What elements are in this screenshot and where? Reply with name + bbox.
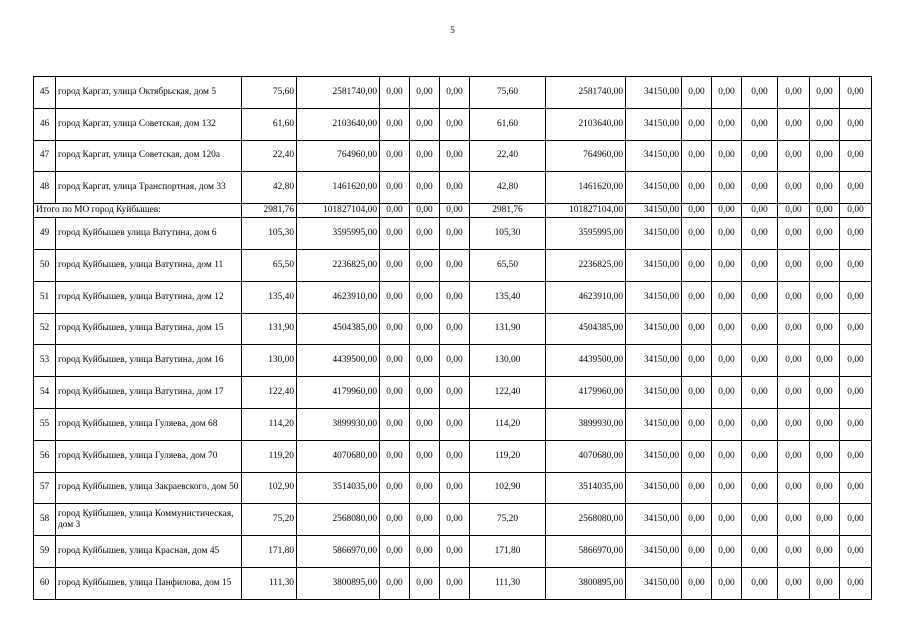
value-cell: 0,00 xyxy=(712,567,742,599)
value-cell: 0,00 xyxy=(810,567,840,599)
area-cell: 75,20 xyxy=(470,504,546,536)
area-cell: 102,90 xyxy=(242,472,297,504)
value-cell: 0,00 xyxy=(810,77,840,109)
area-cell: 75,60 xyxy=(470,77,546,109)
value-cell: 0,00 xyxy=(682,504,712,536)
value-cell: 0,00 xyxy=(682,77,712,109)
table-row xyxy=(34,249,872,281)
value-cell: 0,00 xyxy=(682,345,712,377)
value-cell: 0,00 xyxy=(810,249,840,281)
sum-cell: 4439500,00 xyxy=(297,345,380,377)
row-number: 45 xyxy=(34,77,56,109)
sum-cell: 3514035,00 xyxy=(297,472,380,504)
table-row xyxy=(34,504,872,536)
value-cell: 0,00 xyxy=(682,536,712,568)
sum-cell: 1461620,00 xyxy=(297,172,380,204)
table-row xyxy=(34,281,872,313)
value-cell: 0,00 xyxy=(712,345,742,377)
value-cell: 0,00 xyxy=(742,472,778,504)
rate-cell: 34150,00 xyxy=(626,172,682,204)
value-cell: 0,00 xyxy=(810,313,840,345)
value-cell: 0,00 xyxy=(742,377,778,409)
value-cell: 0,00 xyxy=(410,408,440,440)
value-cell: 0,00 xyxy=(742,567,778,599)
area-cell: 114,20 xyxy=(470,408,546,440)
sum-cell: 3800895,00 xyxy=(297,567,380,599)
total-value-cell: 0,00 xyxy=(380,204,410,218)
row-number: 46 xyxy=(34,108,56,140)
value-cell: 0,00 xyxy=(810,218,840,250)
value-cell: 0,00 xyxy=(840,140,872,172)
rate-cell: 34150,00 xyxy=(626,567,682,599)
area-cell: 119,20 xyxy=(242,440,297,472)
address-cell: город Куйбышев, улица Ватутина, дом 17 xyxy=(56,377,242,409)
table-row xyxy=(34,313,872,345)
row-number: 57 xyxy=(34,472,56,504)
rate-cell: 34150,00 xyxy=(626,472,682,504)
sum-cell: 4179960,00 xyxy=(546,377,626,409)
value-cell: 0,00 xyxy=(742,536,778,568)
sum-cell: 764960,00 xyxy=(546,140,626,172)
value-cell: 0,00 xyxy=(742,408,778,440)
value-cell: 0,00 xyxy=(682,108,712,140)
area-cell: 130,00 xyxy=(470,345,546,377)
sum-cell: 2236825,00 xyxy=(297,249,380,281)
value-cell: 0,00 xyxy=(778,281,810,313)
total-value-cell: 0,00 xyxy=(440,204,470,218)
address-cell: город Куйбышев, улица Закраевского, дом 50 xyxy=(56,472,242,504)
value-cell: 0,00 xyxy=(810,377,840,409)
value-cell: 0,00 xyxy=(682,377,712,409)
area-cell: 135,40 xyxy=(470,281,546,313)
value-cell: 0,00 xyxy=(440,313,470,345)
value-cell: 0,00 xyxy=(440,345,470,377)
area-cell: 42,80 xyxy=(242,172,297,204)
area-cell: 122,40 xyxy=(242,377,297,409)
table-row xyxy=(34,440,872,472)
value-cell: 0,00 xyxy=(712,408,742,440)
value-cell: 0,00 xyxy=(810,172,840,204)
rate-cell: 34150,00 xyxy=(626,440,682,472)
rate-cell: 34150,00 xyxy=(626,408,682,440)
value-cell: 0,00 xyxy=(380,567,410,599)
value-cell: 0,00 xyxy=(410,440,440,472)
total-sum-cell: 101827104,00 xyxy=(297,204,380,218)
value-cell: 0,00 xyxy=(682,281,712,313)
total-rate-cell: 34150,00 xyxy=(626,204,682,218)
value-cell: 0,00 xyxy=(410,140,440,172)
value-cell: 0,00 xyxy=(778,313,810,345)
value-cell: 0,00 xyxy=(440,472,470,504)
row-number: 60 xyxy=(34,567,56,599)
sum-cell: 3595995,00 xyxy=(297,218,380,250)
table-row xyxy=(34,377,872,409)
value-cell: 0,00 xyxy=(810,504,840,536)
address-cell: город Каргат, улица Октябрьская, дом 5 xyxy=(56,77,242,109)
value-cell: 0,00 xyxy=(380,172,410,204)
address-cell: город Куйбышев, улица Коммунистическая, дом 3 xyxy=(56,504,242,536)
address-cell: город Куйбышев, улица Гуляева, дом 70 xyxy=(56,440,242,472)
row-number: 51 xyxy=(34,281,56,313)
value-cell: 0,00 xyxy=(778,345,810,377)
area-cell: 75,60 xyxy=(242,77,297,109)
value-cell: 0,00 xyxy=(810,536,840,568)
value-cell: 0,00 xyxy=(380,345,410,377)
area-cell: 65,50 xyxy=(242,249,297,281)
sum-cell: 4623910,00 xyxy=(546,281,626,313)
value-cell: 0,00 xyxy=(410,567,440,599)
value-cell: 0,00 xyxy=(810,345,840,377)
address-cell: город Куйбышев, улица Ватутина, дом 16 xyxy=(56,345,242,377)
value-cell: 0,00 xyxy=(712,472,742,504)
area-cell: 135,40 xyxy=(242,281,297,313)
rate-cell: 34150,00 xyxy=(626,249,682,281)
sum-cell: 2103640,00 xyxy=(297,108,380,140)
sum-cell: 4504385,00 xyxy=(546,313,626,345)
row-number: 56 xyxy=(34,440,56,472)
sum-cell: 3514035,00 xyxy=(546,472,626,504)
row-number: 54 xyxy=(34,377,56,409)
value-cell: 0,00 xyxy=(840,172,872,204)
value-cell: 0,00 xyxy=(380,249,410,281)
rate-cell: 34150,00 xyxy=(626,218,682,250)
table-row xyxy=(34,536,872,568)
data-table xyxy=(33,76,872,600)
sum-cell: 2568080,00 xyxy=(297,504,380,536)
sum-cell: 2236825,00 xyxy=(546,249,626,281)
value-cell: 0,00 xyxy=(440,77,470,109)
table-row xyxy=(34,567,872,599)
value-cell: 0,00 xyxy=(682,313,712,345)
value-cell: 0,00 xyxy=(840,345,872,377)
value-cell: 0,00 xyxy=(380,377,410,409)
sum-cell: 4623910,00 xyxy=(297,281,380,313)
sum-cell: 764960,00 xyxy=(297,140,380,172)
value-cell: 0,00 xyxy=(840,408,872,440)
total-value-cell: 0,00 xyxy=(410,204,440,218)
rate-cell: 34150,00 xyxy=(626,377,682,409)
value-cell: 0,00 xyxy=(682,567,712,599)
value-cell: 0,00 xyxy=(682,172,712,204)
rate-cell: 34150,00 xyxy=(626,140,682,172)
value-cell: 0,00 xyxy=(380,408,410,440)
sum-cell: 4179960,00 xyxy=(297,377,380,409)
row-number: 59 xyxy=(34,536,56,568)
area-cell: 105,30 xyxy=(242,218,297,250)
value-cell: 0,00 xyxy=(712,440,742,472)
address-cell: город Каргат, улица Транспортная, дом 33 xyxy=(56,172,242,204)
rate-cell: 34150,00 xyxy=(626,108,682,140)
value-cell: 0,00 xyxy=(380,108,410,140)
value-cell: 0,00 xyxy=(410,377,440,409)
value-cell: 0,00 xyxy=(742,249,778,281)
value-cell: 0,00 xyxy=(410,172,440,204)
value-cell: 0,00 xyxy=(840,108,872,140)
value-cell: 0,00 xyxy=(440,408,470,440)
sum-cell: 4070680,00 xyxy=(546,440,626,472)
value-cell: 0,00 xyxy=(410,313,440,345)
area-cell: 42,80 xyxy=(470,172,546,204)
value-cell: 0,00 xyxy=(840,440,872,472)
value-cell: 0,00 xyxy=(712,504,742,536)
sum-cell: 3595995,00 xyxy=(546,218,626,250)
value-cell: 0,00 xyxy=(380,140,410,172)
address-cell: город Куйбышев, улица Ватутина, дом 12 xyxy=(56,281,242,313)
value-cell: 0,00 xyxy=(682,408,712,440)
area-cell: 114,20 xyxy=(242,408,297,440)
value-cell: 0,00 xyxy=(712,77,742,109)
value-cell: 0,00 xyxy=(742,345,778,377)
value-cell: 0,00 xyxy=(410,249,440,281)
value-cell: 0,00 xyxy=(410,77,440,109)
rate-cell: 34150,00 xyxy=(626,536,682,568)
rate-cell: 34150,00 xyxy=(626,77,682,109)
value-cell: 0,00 xyxy=(778,536,810,568)
value-cell: 0,00 xyxy=(742,218,778,250)
area-cell: 65,50 xyxy=(470,249,546,281)
area-cell: 130,00 xyxy=(242,345,297,377)
area-cell: 22,40 xyxy=(470,140,546,172)
value-cell: 0,00 xyxy=(840,504,872,536)
value-cell: 0,00 xyxy=(778,377,810,409)
value-cell: 0,00 xyxy=(440,377,470,409)
value-cell: 0,00 xyxy=(840,218,872,250)
value-cell: 0,00 xyxy=(440,281,470,313)
value-cell: 0,00 xyxy=(440,218,470,250)
value-cell: 0,00 xyxy=(810,140,840,172)
sum-cell: 4439500,00 xyxy=(546,345,626,377)
table-row xyxy=(34,218,872,250)
sum-cell: 2581740,00 xyxy=(297,77,380,109)
total-label: Итого по МО город Куйбышев: xyxy=(34,204,242,218)
value-cell: 0,00 xyxy=(742,440,778,472)
row-number: 58 xyxy=(34,504,56,536)
value-cell: 0,00 xyxy=(410,504,440,536)
value-cell: 0,00 xyxy=(742,77,778,109)
total-value-cell: 0,00 xyxy=(742,204,778,218)
area-cell: 61,60 xyxy=(242,108,297,140)
value-cell: 0,00 xyxy=(778,218,810,250)
sum-cell: 5866970,00 xyxy=(297,536,380,568)
value-cell: 0,00 xyxy=(682,249,712,281)
area-cell: 105,30 xyxy=(470,218,546,250)
value-cell: 0,00 xyxy=(682,218,712,250)
value-cell: 0,00 xyxy=(410,108,440,140)
address-cell: город Куйбышев, улица Красная, дом 45 xyxy=(56,536,242,568)
value-cell: 0,00 xyxy=(778,172,810,204)
value-cell: 0,00 xyxy=(682,140,712,172)
row-number: 52 xyxy=(34,313,56,345)
area-cell: 171,80 xyxy=(470,536,546,568)
area-cell: 131,90 xyxy=(470,313,546,345)
value-cell: 0,00 xyxy=(840,472,872,504)
address-cell: город Каргат, улица Советская, дом 132 xyxy=(56,108,242,140)
total-value-cell: 0,00 xyxy=(712,204,742,218)
value-cell: 0,00 xyxy=(682,440,712,472)
total-value-cell: 0,00 xyxy=(840,204,872,218)
area-cell: 111,30 xyxy=(470,567,546,599)
value-cell: 0,00 xyxy=(712,172,742,204)
total-area-cell: 2981,76 xyxy=(470,204,546,218)
value-cell: 0,00 xyxy=(440,504,470,536)
table-row xyxy=(34,472,872,504)
value-cell: 0,00 xyxy=(410,345,440,377)
sum-cell: 4504385,00 xyxy=(297,313,380,345)
value-cell: 0,00 xyxy=(840,77,872,109)
value-cell: 0,00 xyxy=(380,472,410,504)
rate-cell: 34150,00 xyxy=(626,345,682,377)
rate-cell: 34150,00 xyxy=(626,504,682,536)
total-area-cell: 2981,76 xyxy=(242,204,297,218)
row-number: 49 xyxy=(34,218,56,250)
value-cell: 0,00 xyxy=(742,281,778,313)
area-cell: 102,90 xyxy=(470,472,546,504)
sum-cell: 2581740,00 xyxy=(546,77,626,109)
value-cell: 0,00 xyxy=(810,108,840,140)
address-cell: город Куйбышев, улица Ватутина, дом 11 xyxy=(56,249,242,281)
sum-cell: 4070680,00 xyxy=(297,440,380,472)
value-cell: 0,00 xyxy=(380,440,410,472)
value-cell: 0,00 xyxy=(742,172,778,204)
value-cell: 0,00 xyxy=(712,140,742,172)
value-cell: 0,00 xyxy=(410,472,440,504)
rate-cell: 34150,00 xyxy=(626,313,682,345)
area-cell: 171,80 xyxy=(242,536,297,568)
value-cell: 0,00 xyxy=(410,281,440,313)
area-cell: 119,20 xyxy=(470,440,546,472)
address-cell: город Куйбышев улица Ватутина, дом 6 xyxy=(56,218,242,250)
table-row xyxy=(34,77,872,109)
value-cell: 0,00 xyxy=(778,472,810,504)
value-cell: 0,00 xyxy=(810,281,840,313)
row-number: 47 xyxy=(34,140,56,172)
sum-cell: 3899930,00 xyxy=(546,408,626,440)
value-cell: 0,00 xyxy=(840,377,872,409)
area-cell: 75,20 xyxy=(242,504,297,536)
value-cell: 0,00 xyxy=(840,536,872,568)
value-cell: 0,00 xyxy=(380,536,410,568)
value-cell: 0,00 xyxy=(742,313,778,345)
value-cell: 0,00 xyxy=(712,313,742,345)
value-cell: 0,00 xyxy=(742,140,778,172)
value-cell: 0,00 xyxy=(440,567,470,599)
value-cell: 0,00 xyxy=(742,504,778,536)
value-cell: 0,00 xyxy=(410,218,440,250)
page-number: 5 xyxy=(450,25,455,35)
address-cell: город Куйбышев, улица Ватутина, дом 15 xyxy=(56,313,242,345)
value-cell: 0,00 xyxy=(440,440,470,472)
value-cell: 0,00 xyxy=(840,313,872,345)
row-number: 55 xyxy=(34,408,56,440)
area-cell: 22,40 xyxy=(242,140,297,172)
total-value-cell: 0,00 xyxy=(778,204,810,218)
area-cell: 122,40 xyxy=(470,377,546,409)
value-cell: 0,00 xyxy=(778,108,810,140)
row-number: 53 xyxy=(34,345,56,377)
row-number: 50 xyxy=(34,249,56,281)
value-cell: 0,00 xyxy=(440,172,470,204)
value-cell: 0,00 xyxy=(840,249,872,281)
sum-cell: 5866970,00 xyxy=(546,536,626,568)
total-value-cell: 0,00 xyxy=(810,204,840,218)
value-cell: 0,00 xyxy=(712,536,742,568)
value-cell: 0,00 xyxy=(380,504,410,536)
address-cell: город Куйбышев, улица Панфилова, дом 15 xyxy=(56,567,242,599)
value-cell: 0,00 xyxy=(380,218,410,250)
address-cell: город Каргат, улица Советская, дом 120а xyxy=(56,140,242,172)
value-cell: 0,00 xyxy=(778,140,810,172)
area-cell: 61,60 xyxy=(470,108,546,140)
sum-cell: 2568080,00 xyxy=(546,504,626,536)
value-cell: 0,00 xyxy=(440,249,470,281)
sum-cell: 1461620,00 xyxy=(546,172,626,204)
value-cell: 0,00 xyxy=(410,536,440,568)
value-cell: 0,00 xyxy=(810,472,840,504)
value-cell: 0,00 xyxy=(380,77,410,109)
value-cell: 0,00 xyxy=(840,281,872,313)
sum-cell: 2103640,00 xyxy=(546,108,626,140)
row-number: 48 xyxy=(34,172,56,204)
value-cell: 0,00 xyxy=(778,408,810,440)
table-row xyxy=(34,345,872,377)
value-cell: 0,00 xyxy=(712,281,742,313)
table-row xyxy=(34,140,872,172)
value-cell: 0,00 xyxy=(810,440,840,472)
sum-cell: 3800895,00 xyxy=(546,567,626,599)
address-cell: город Куйбышев, улица Гуляева, дом 68 xyxy=(56,408,242,440)
value-cell: 0,00 xyxy=(778,77,810,109)
area-cell: 111,30 xyxy=(242,567,297,599)
area-cell: 131,90 xyxy=(242,313,297,345)
value-cell: 0,00 xyxy=(380,281,410,313)
value-cell: 0,00 xyxy=(778,504,810,536)
sum-cell: 3899930,00 xyxy=(297,408,380,440)
value-cell: 0,00 xyxy=(712,377,742,409)
value-cell: 0,00 xyxy=(840,567,872,599)
table-row xyxy=(34,108,872,140)
value-cell: 0,00 xyxy=(440,536,470,568)
value-cell: 0,00 xyxy=(712,108,742,140)
value-cell: 0,00 xyxy=(778,567,810,599)
value-cell: 0,00 xyxy=(742,108,778,140)
value-cell: 0,00 xyxy=(778,440,810,472)
value-cell: 0,00 xyxy=(380,313,410,345)
value-cell: 0,00 xyxy=(810,408,840,440)
value-cell: 0,00 xyxy=(682,472,712,504)
value-cell: 0,00 xyxy=(440,140,470,172)
value-cell: 0,00 xyxy=(440,108,470,140)
total-sum-cell: 101827104,00 xyxy=(546,204,626,218)
total-row xyxy=(34,204,872,218)
table-row xyxy=(34,172,872,204)
value-cell: 0,00 xyxy=(778,249,810,281)
table-row xyxy=(34,408,872,440)
rate-cell: 34150,00 xyxy=(626,281,682,313)
value-cell: 0,00 xyxy=(712,249,742,281)
value-cell: 0,00 xyxy=(712,218,742,250)
total-value-cell: 0,00 xyxy=(682,204,712,218)
